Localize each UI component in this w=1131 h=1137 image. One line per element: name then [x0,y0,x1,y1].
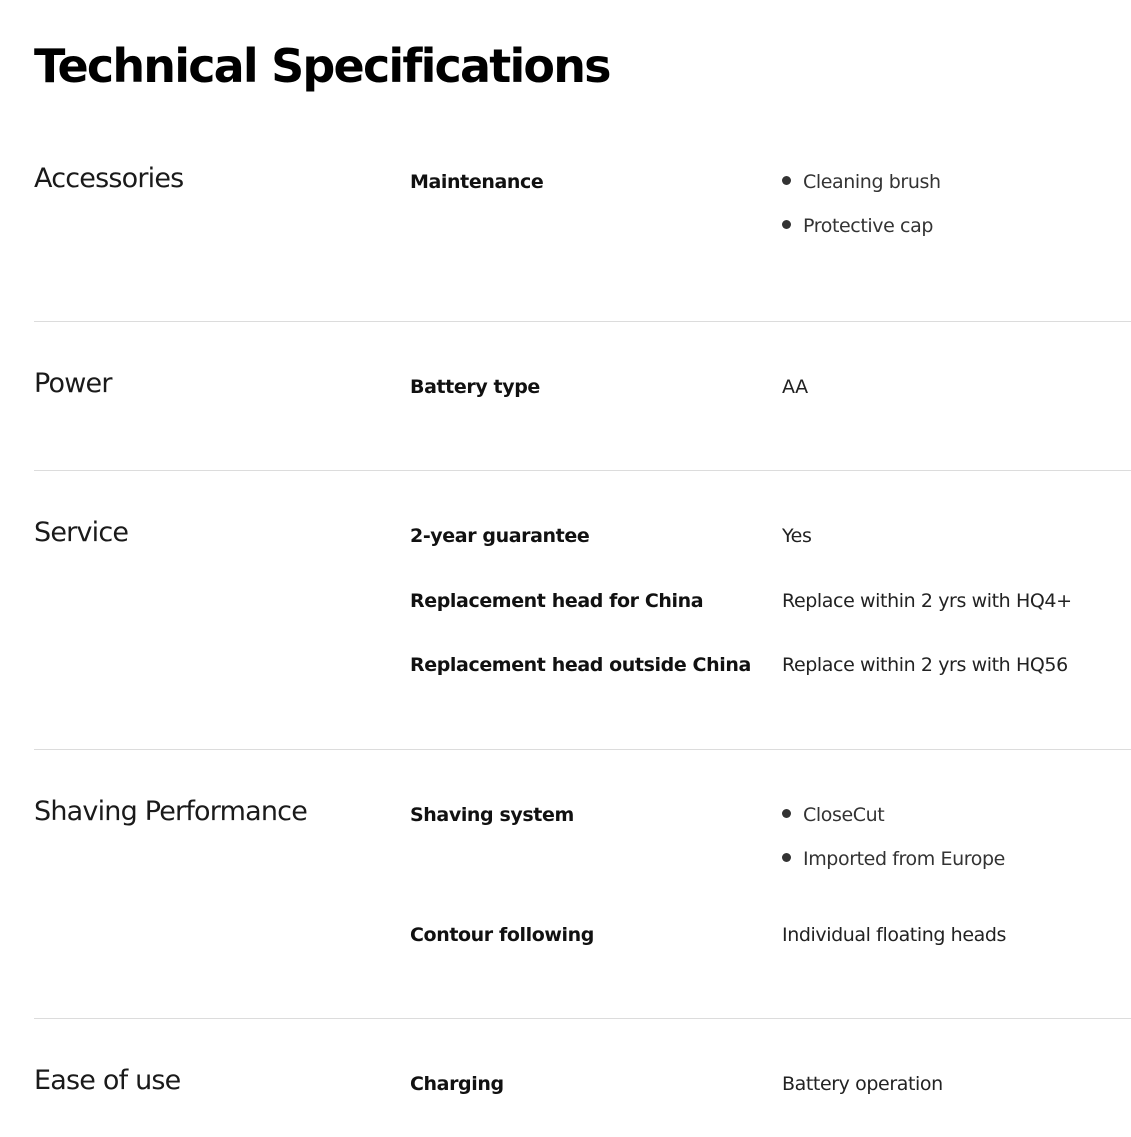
section-divider [34,1018,1131,1019]
section-title: Ease of use [34,1065,181,1096]
spec-value: Yes [782,525,812,547]
spec-value: Individual floating heads [782,924,1007,946]
bullet-icon [782,176,791,185]
spec-name: Replacement head outside China [410,654,751,676]
spec-value: Replace within 2 yrs with HQ4+ [782,590,1072,612]
spec-name: Contour following [410,924,594,946]
bullet-icon [782,220,791,229]
spec-name: Charging [410,1073,504,1095]
spec-name: Shaving system [410,804,574,826]
spec-value: AA [782,376,808,398]
spec-value-list-item [782,845,1005,873]
section-divider [34,470,1131,471]
section-divider [34,749,1131,750]
section-divider [34,321,1131,322]
spec-value-text: CloseCut [803,804,885,826]
spec-name: 2-year guarantee [410,525,590,547]
spec-value-list-item [782,801,884,829]
spec-value: Replace within 2 yrs with HQ56 [782,654,1068,676]
bullet-icon [782,809,791,818]
spec-value-list-item [782,168,941,196]
bullet-icon [782,853,791,862]
spec-value: Battery operation [782,1073,943,1095]
section-title: Power [34,368,112,399]
spec-value-text: Cleaning brush [803,171,941,193]
spec-value-text: Imported from Europe [803,848,1005,870]
section-title: Shaving Performance [34,796,308,827]
spec-name: Replacement head for China [410,590,704,612]
spec-value-list-item [782,212,933,240]
section-title: Service [34,517,129,548]
spec-name: Battery type [410,376,540,398]
page-title: Technical Specifications [34,39,610,93]
section-title: Accessories [34,163,184,194]
spec-name: Maintenance [410,171,544,193]
spec-value-text: Protective cap [803,215,933,237]
